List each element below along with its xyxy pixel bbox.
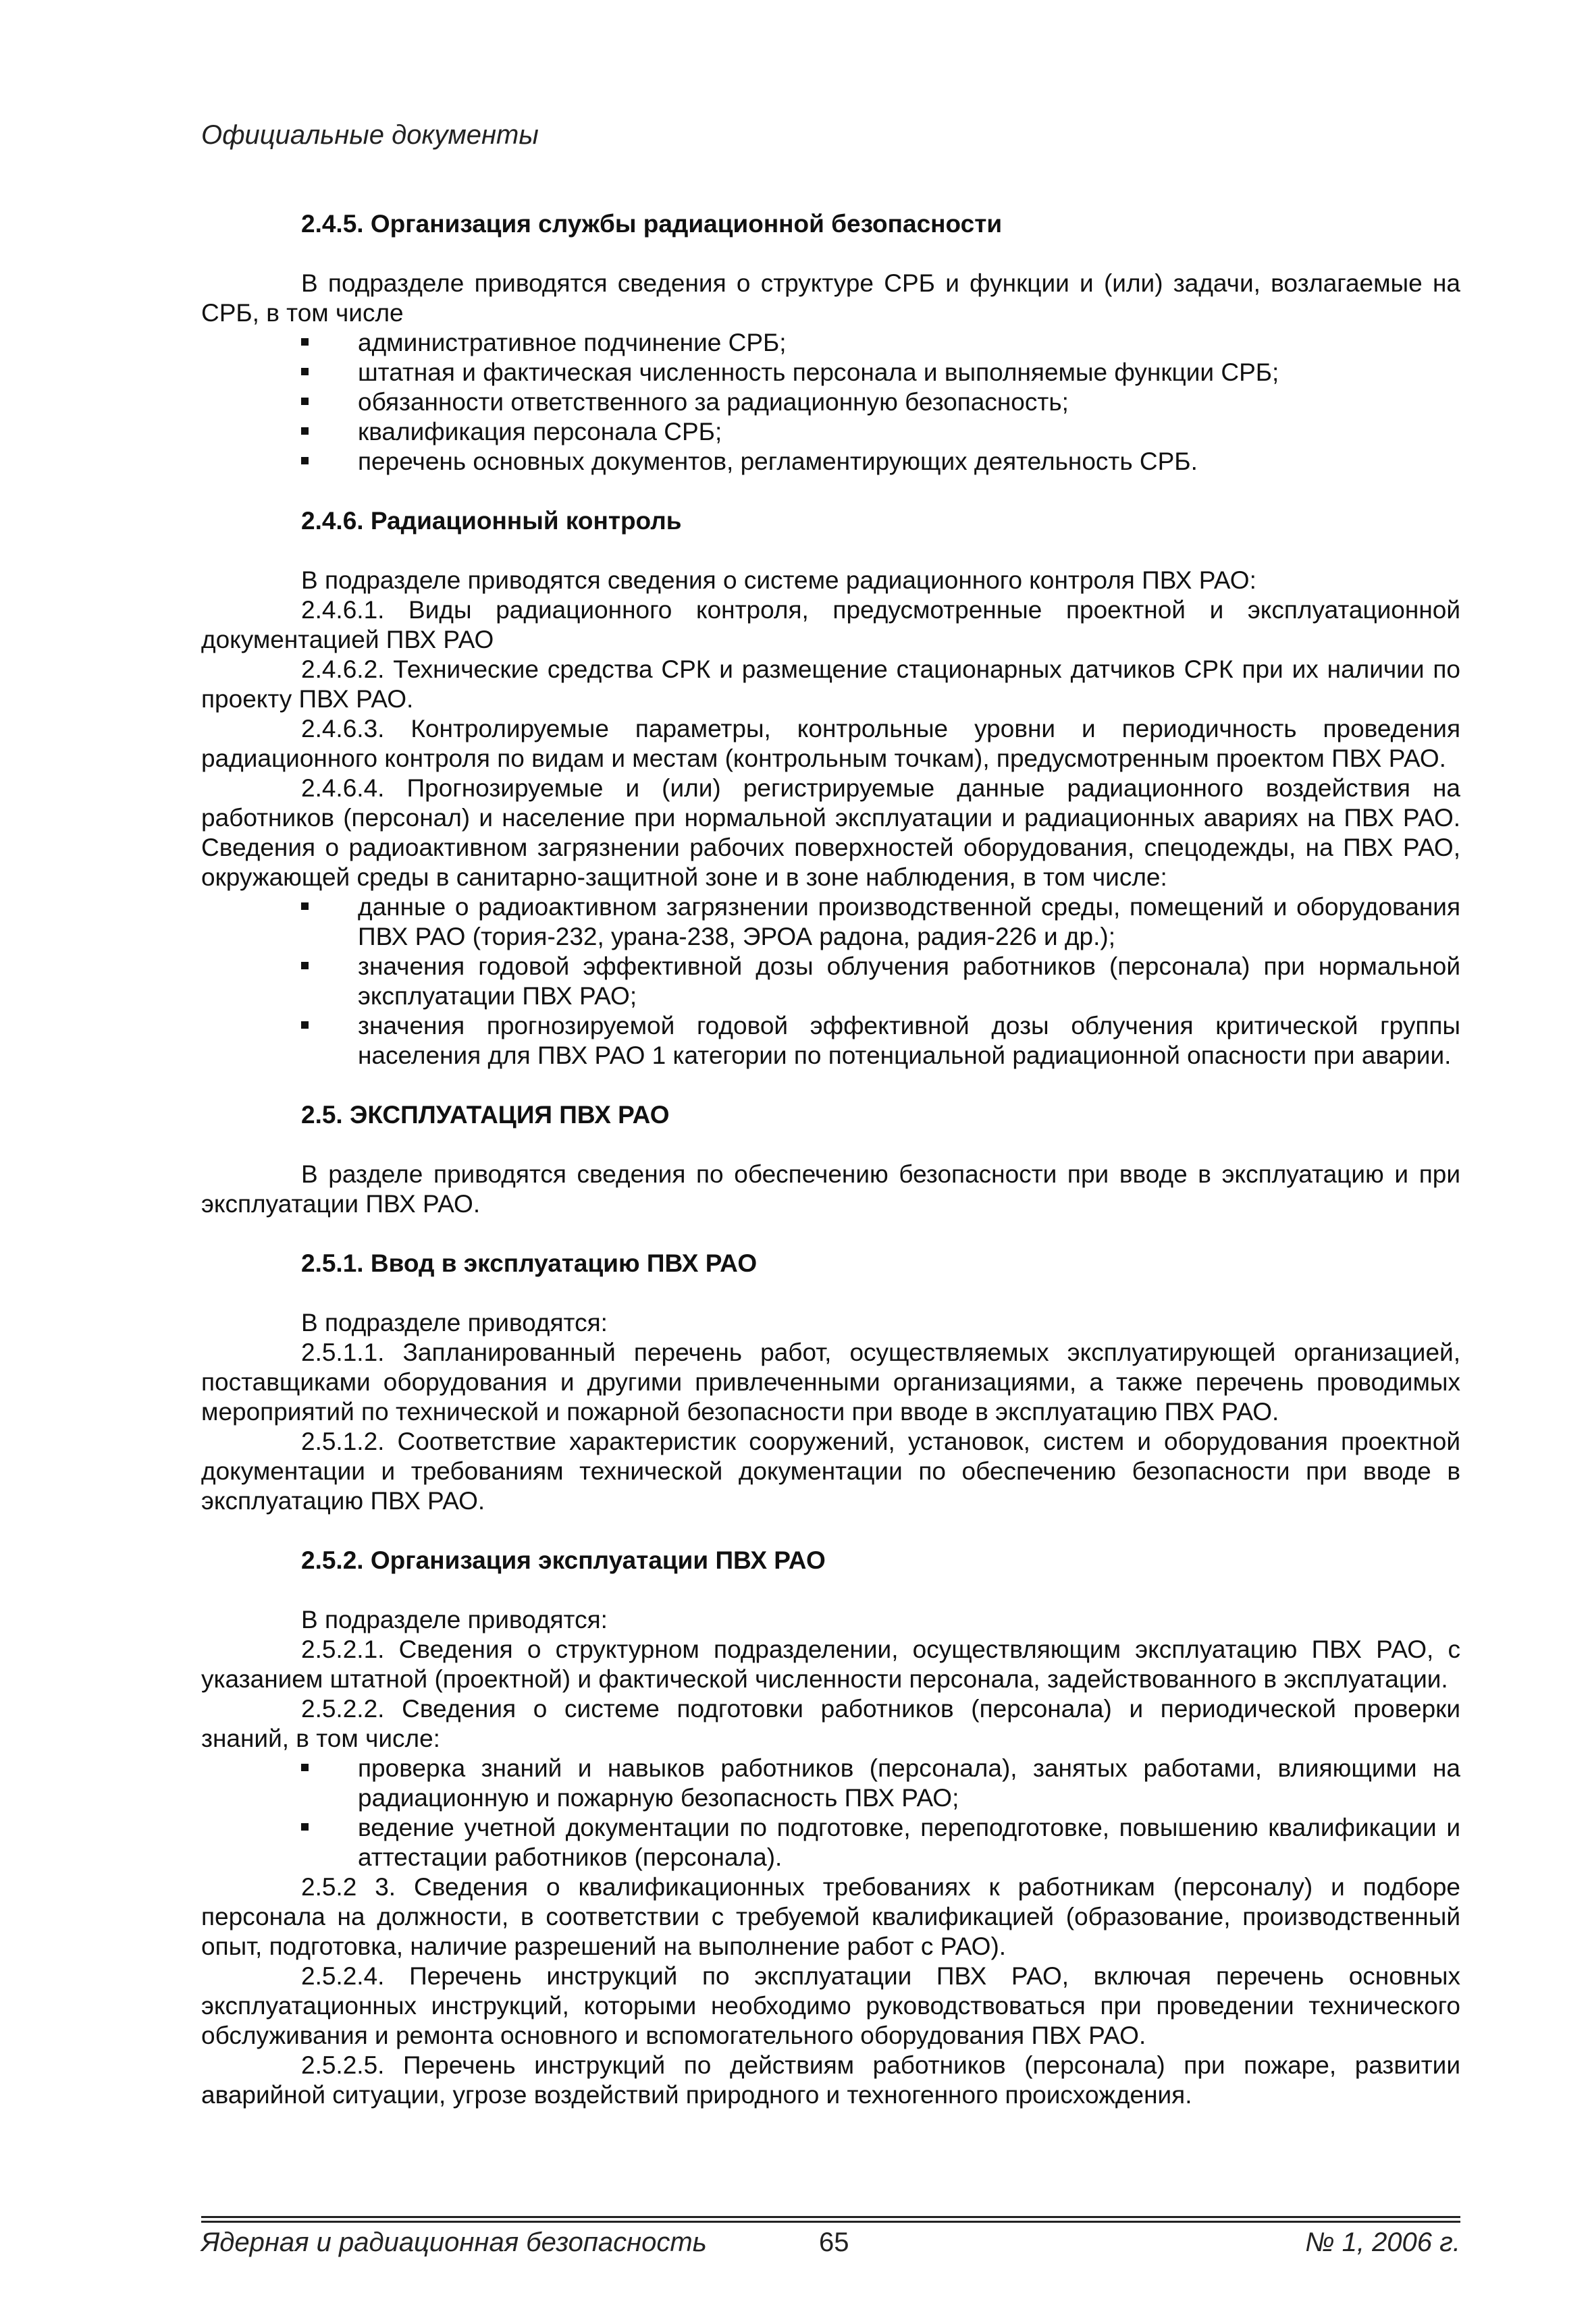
list-item: штатная и фактическая численность персонала и выполняемые функции СРБ; [201,358,1460,387]
list-item: перечень основных документов, регламентирующих деятельность СРБ. [201,447,1460,477]
footer-rule [201,2216,1460,2218]
bullet-list [201,892,1460,1071]
bullet-list [201,1754,1460,1872]
paragraph: 2.5.2.4. Перечень инструкций по эксплуатации ПВХ РАО, включая перечень основных эксплуатационных инструкций, которыми необходимо руководствоваться при проведении технического обслуживания и ремонта основного и вспомогательного оборудования ПВХ РАО. [201,1962,1460,2049]
document-body [201,209,1460,2110]
bullet-icon [301,902,309,910]
bullet-list [201,328,1460,477]
bullet-icon [301,1021,309,1029]
bullet-icon [301,1823,309,1831]
footer-rule [201,2221,1460,2223]
bullet-icon [301,1764,309,1771]
list-item: проверка знаний и навыков работников (персонала), занятых работами, влияющими на радиационную и пожарную безопасность ПВХ РАО; [201,1754,1460,1813]
paragraph: 2.5.1.1. Запланированный перечень работ, осуществляемых эксплуатирующей организацией, поставщиками оборудования и другими привлеченными организациями, а также перечень проводимых мероприятий по технической и пожарной безопасности при вводе в эксплуатацию ПВХ РАО. [201,1339,1460,1426]
bullet-icon [301,427,309,435]
page-number: 65 [819,2227,849,2257]
section-heading-2-5-2: 2.5.2. Организация эксплуатации ПВХ РАО [301,1546,826,1574]
list-item: данные о радиоактивном загрязнении производственной среды, помещений и оборудования ПВХ РАО (тория-232, урана-238, ЭРОА радона, радия-226 и др.); [201,892,1460,952]
bullet-icon [301,368,309,375]
section-heading-2-4-5: 2.4.5. Организация службы радиационной безопасности [301,210,1003,238]
paragraph: 2.5.1.2. Соответствие характеристик сооружений, установок, систем и оборудования проектной документации и требованиям технической документации по обеспечению безопасности при вводе в эксплуатацию ПВХ РАО. [201,1428,1460,1515]
list-item: значения годовой эффективной дозы облучения работников (персонала) при нормальной эксплуатации ПВХ РАО; [201,952,1460,1011]
paragraph: 2.4.6.4. Прогнозируемые и (или) регистрируемые данные радиационного воздействия на работников (персонал) и население при нормальной эксплуатации и радиационных авариях на ПВХ РАО. Сведения о радиоактивном загрязнении рабочих поверхностей оборудования, спецодежды, на ПВХ РАО, окружающей среды в санитарно-защитной зоне и в зоне наблюдения, в том числе: [201,774,1460,891]
paragraph: 2.4.6.1. Виды радиационного контроля, предусмотренные проектной и эксплуатационной документацией ПВХ РАО [201,596,1460,653]
bullet-icon [301,457,309,464]
list-item: квалификация персонала СРБ; [201,417,1460,447]
bullet-icon [301,398,309,405]
section-heading-2-5: 2.5. ЭКСПЛУАТАЦИЯ ПВХ РАО [301,1101,670,1129]
paragraph: В подразделе приводятся сведения о системе радиационного контроля ПВХ РАО: [301,566,1256,594]
paragraph: В подразделе приводятся: [301,1309,608,1336]
paragraph: 2.5.2.2. Сведения о системе подготовки работников (персонала) и периодической проверки знаний, в том числе: [201,1695,1460,1752]
running-header: Официальные документы [201,120,539,150]
paragraph: В подразделе приводятся сведения о структуре СРБ и функции и (или) задачи, возлагаемые на СРБ, в том числе [201,269,1460,327]
page-footer [201,2227,1460,2261]
list-item: ведение учетной документации по подготовке, переподготовке, повышению квалификации и аттестации работников (персонала). [201,1813,1460,1872]
issue-number: № 1, 2006 г. [1305,2227,1460,2257]
list-item: значения прогнозируемой годовой эффективной дозы облучения критической группы населения для ПВХ РАО 1 категории по потенциальной радиационной опасности при аварии. [201,1011,1460,1071]
paragraph: В подразделе приводятся: [301,1606,608,1633]
section-heading-2-5-1: 2.5.1. Ввод в эксплуатацию ПВХ РАО [301,1249,758,1277]
section-heading-2-4-6: 2.4.6. Радиационный контроль [301,507,682,535]
bullet-icon [301,338,309,346]
journal-title: Ядерная и радиационная безопасность [201,2227,707,2257]
list-item: обязанности ответственного за радиационную безопасность; [201,387,1460,417]
paragraph: 2.5.2.5. Перечень инструкций по действиям работников (персонала) при пожаре, развитии аварийной ситуации, угрозе воздействий природного и техногенного происхождения. [201,2051,1460,2109]
paragraph: 2.4.6.2. Технические средства СРК и размещение стационарных датчиков СРК при их наличии по проекту ПВХ РАО. [201,655,1460,713]
bullet-icon [301,962,309,969]
paragraph: В разделе приводятся сведения по обеспечению безопасности при вводе в эксплуатацию и при эксплуатации ПВХ РАО. [201,1160,1460,1218]
paragraph: 2.5.2 3. Сведения о квалификационных требованиях к работникам (персоналу) и подборе персонала на должности, в соответствии с требуемой квалификацией (образование, производственный опыт, подготовка, наличие разрешений на выполнение работ с РАО). [201,1873,1460,1960]
paragraph: 2.5.2.1. Сведения о структурном подразделении, осуществляющим эксплуатацию ПВХ РАО, с указанием штатной (проектной) и фактической численности персонала, задействованного в эксплуатации. [201,1636,1460,1693]
list-item: административное подчинение СРБ; [201,328,1460,358]
paragraph: 2.4.6.3. Контролируемые параметры, контрольные уровни и периодичность проведения радиационного контроля по видам и местам (контрольным точкам), предусмотренным проектом ПВХ РАО. [201,715,1460,772]
